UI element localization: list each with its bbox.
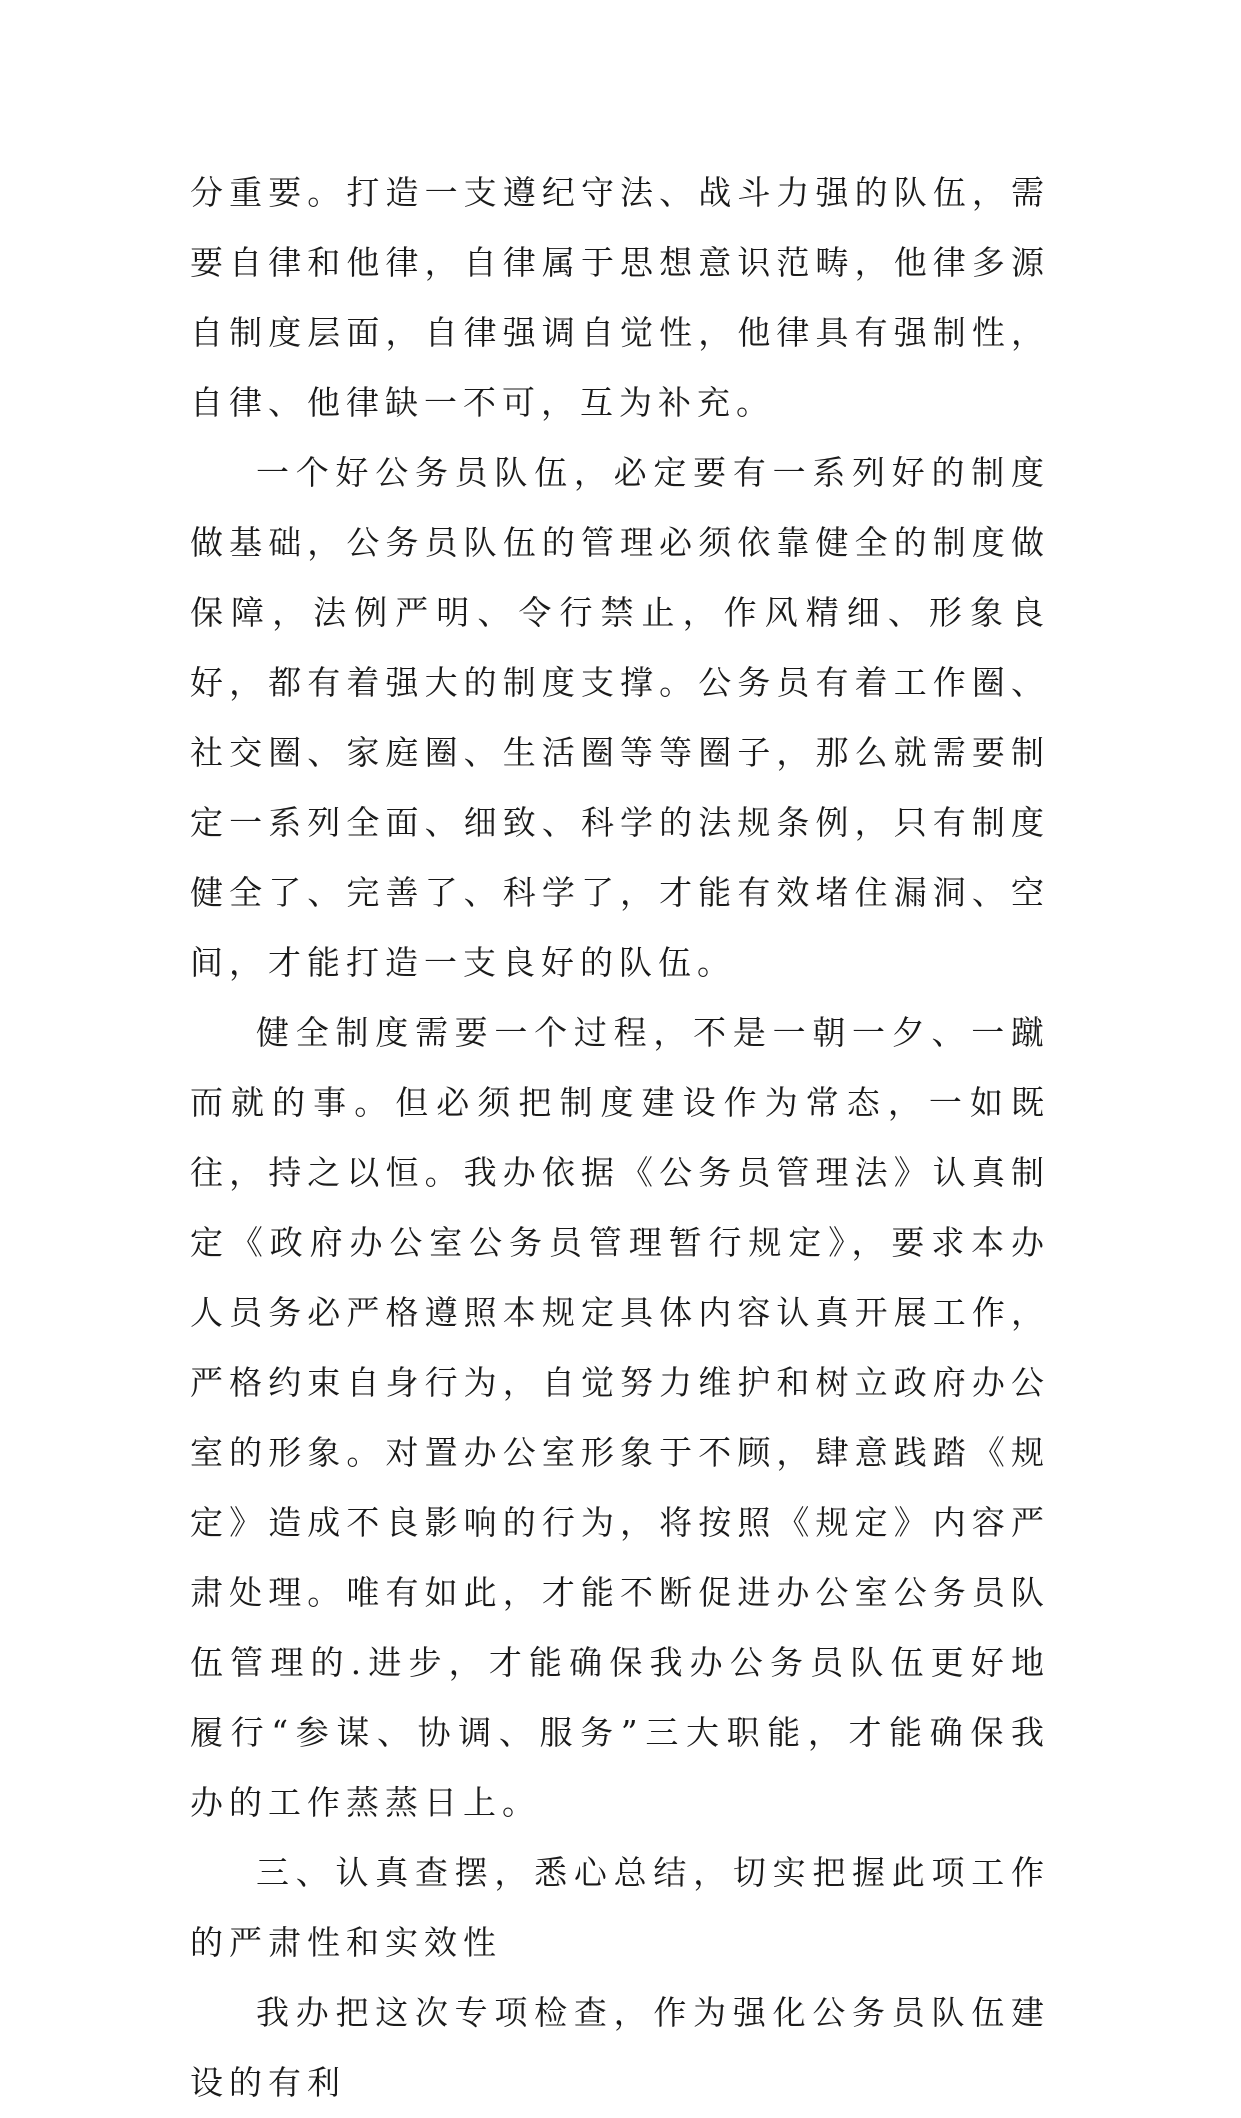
- paragraph-3: 健全制度需要一个过程，不是一朝一夕、一蹴而就的事。但必须把制度建设作为常态，一如既往，持之以恒。我办依据《公务员管理法》认真制定《政府办公室公务员管理暂行规定》，要求本办人员务必严格遵照本规定具体内容认真开展工作，严格约束自身行为，自觉努力维护和树立政府办公室的形象。对置办公室形象于不顾，肆意践踏《规定》造成不良影响的行为，将按照《规定》内容严肃处理。唯有如此，才能不断促进办公室公务员队伍管理的.进步，才能确保我办公务员队伍更好地履行“参谋、协调、服务”三大职能，才能确保我办的工作蒸蒸日上。: [190, 1013, 1050, 1822]
- paragraph-4: 我办把这次专项检查，作为强化公务员队伍建设的有利: [190, 1993, 1050, 2102]
- paragraph-2: 一个好公务员队伍，必定要有一系列好的制度做基础，公务员队伍的管理必须依靠健全的制度做保障，法例严明、令行禁止，作风精细、形象良好，都有着强大的制度支撑。公务员有着工作圈、社交圈、家庭圈、生活圈等等圈子，那么就需要制定一系列全面、细致、科学的法规条例，只有制度健全了、完善了、科学了，才能有效堵住漏洞、空间，才能打造一支良好的队伍。: [190, 453, 1050, 982]
- paragraph-1: 分重要。打造一支遵纪守法、战斗力强的队伍，需要自律和他律，自律属于思想意识范畴，他律多源自制度层面，自律强调自觉性，他律具有强制性，自律、他律缺一不可，互为补充。: [190, 173, 1050, 422]
- document-body: [190, 158, 1050, 2118]
- section-heading-3: 三、认真查摆，悉心总结，切实把握此项工作的严肃性和实效性: [190, 1853, 1050, 1962]
